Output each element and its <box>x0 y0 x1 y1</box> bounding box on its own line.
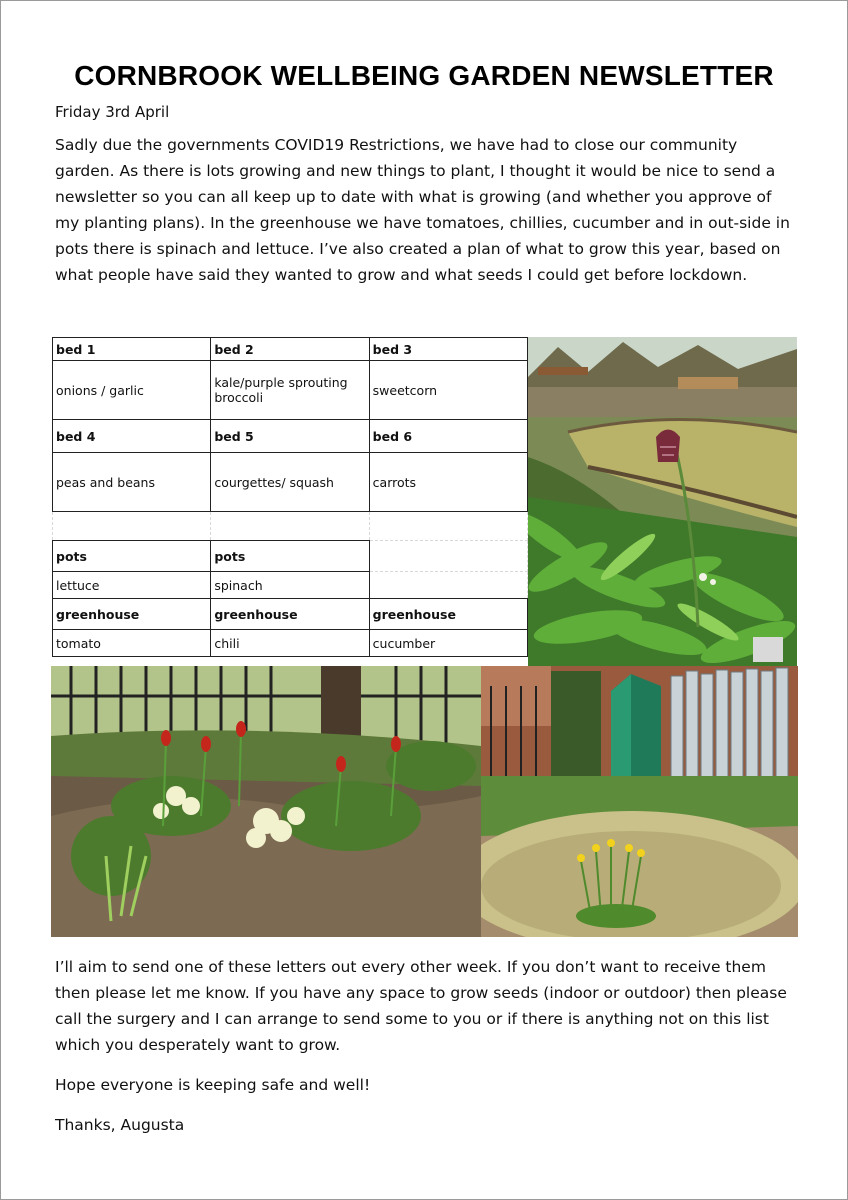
greenhouse-header-2: greenhouse <box>211 599 369 630</box>
greenhouse-crop-1: tomato <box>53 630 211 657</box>
greenhouse-crop-2: chili <box>211 630 369 657</box>
bed-5-header: bed 5 <box>211 420 369 453</box>
pots-header-2: pots <box>211 541 369 572</box>
signoff: Thanks, Augusta <box>55 1116 185 1134</box>
newsletter-date: Friday 3rd April <box>55 103 170 121</box>
table-row <box>53 338 528 361</box>
pots-header-1: pots <box>53 541 211 572</box>
table-row <box>53 453 528 512</box>
table-row <box>53 572 528 599</box>
empty-cell <box>369 541 527 572</box>
table-spacer-row <box>53 512 528 541</box>
bed-2-crop: kale/purple sprouting broccoli <box>211 361 369 420</box>
pots-crop-2: spinach <box>211 572 369 599</box>
greenhouse-lawn-photo <box>481 666 798 937</box>
bed-6-crop: carrots <box>369 453 527 512</box>
greenhouse-icon <box>611 674 661 776</box>
bed-1-crop: onions / garlic <box>53 361 211 420</box>
intro-paragraph: Sadly due the governments COVID19 Restrictions, we have had to close our community garden. As there is lots growing and new things to plant, I thought it would be nice to send a newsletter so you can all keep up to date with what is growing (and whether you approve of my planting plans). In the greenhouse we have tomatoes, chillies, cucumber and in out-side in pots there is spinach and lettuce. I’ve also created a plan of what to grow this year, based on what people have said they wanted to grow and what seeds I could get before lockdown. <box>55 136 790 284</box>
empty-cell <box>369 572 527 599</box>
table-row <box>53 599 528 630</box>
table-row <box>53 420 528 453</box>
bed-6-header: bed 6 <box>369 420 527 453</box>
bed-4-crop: peas and beans <box>53 453 211 512</box>
planting-plan-table <box>52 337 528 657</box>
empty-cell <box>369 512 527 541</box>
bed-3-header: bed 3 <box>369 338 527 361</box>
bed-3-crop: sweetcorn <box>369 361 527 420</box>
greenhouse-header-3: greenhouse <box>369 599 527 630</box>
table-row <box>53 361 528 420</box>
fritillary-flower-icon <box>656 430 680 463</box>
empty-cell <box>211 512 369 541</box>
tulip-bed-photo <box>51 666 481 937</box>
newsletter-title: CORNBROOK WELLBEING GARDEN NEWSLETTER <box>74 60 774 91</box>
table-row <box>53 630 528 657</box>
fritillary-photo <box>528 337 797 666</box>
bed-4-header: bed 4 <box>53 420 211 453</box>
bed-1-header: bed 1 <box>53 338 211 361</box>
greenhouse-crop-3: cucumber <box>369 630 527 657</box>
empty-cell <box>53 512 211 541</box>
greenhouse-header-1: greenhouse <box>53 599 211 630</box>
pots-crop-1: lettuce <box>53 572 211 599</box>
outro-paragraph: I’ll aim to send one of these letters out every other week. If you don’t want to receive them then please let me know. If you have any space to grow seeds (indoor or outdoor) then please call the surgery and I can arrange to send some to you or if there is anything not on this list which you desperately want to grow. <box>55 958 787 1054</box>
bed-2-header: bed 2 <box>211 338 369 361</box>
bed-5-crop: courgettes/ squash <box>211 453 369 512</box>
closing-line: Hope everyone is keeping safe and well! <box>55 1076 371 1094</box>
table-row <box>53 541 528 572</box>
